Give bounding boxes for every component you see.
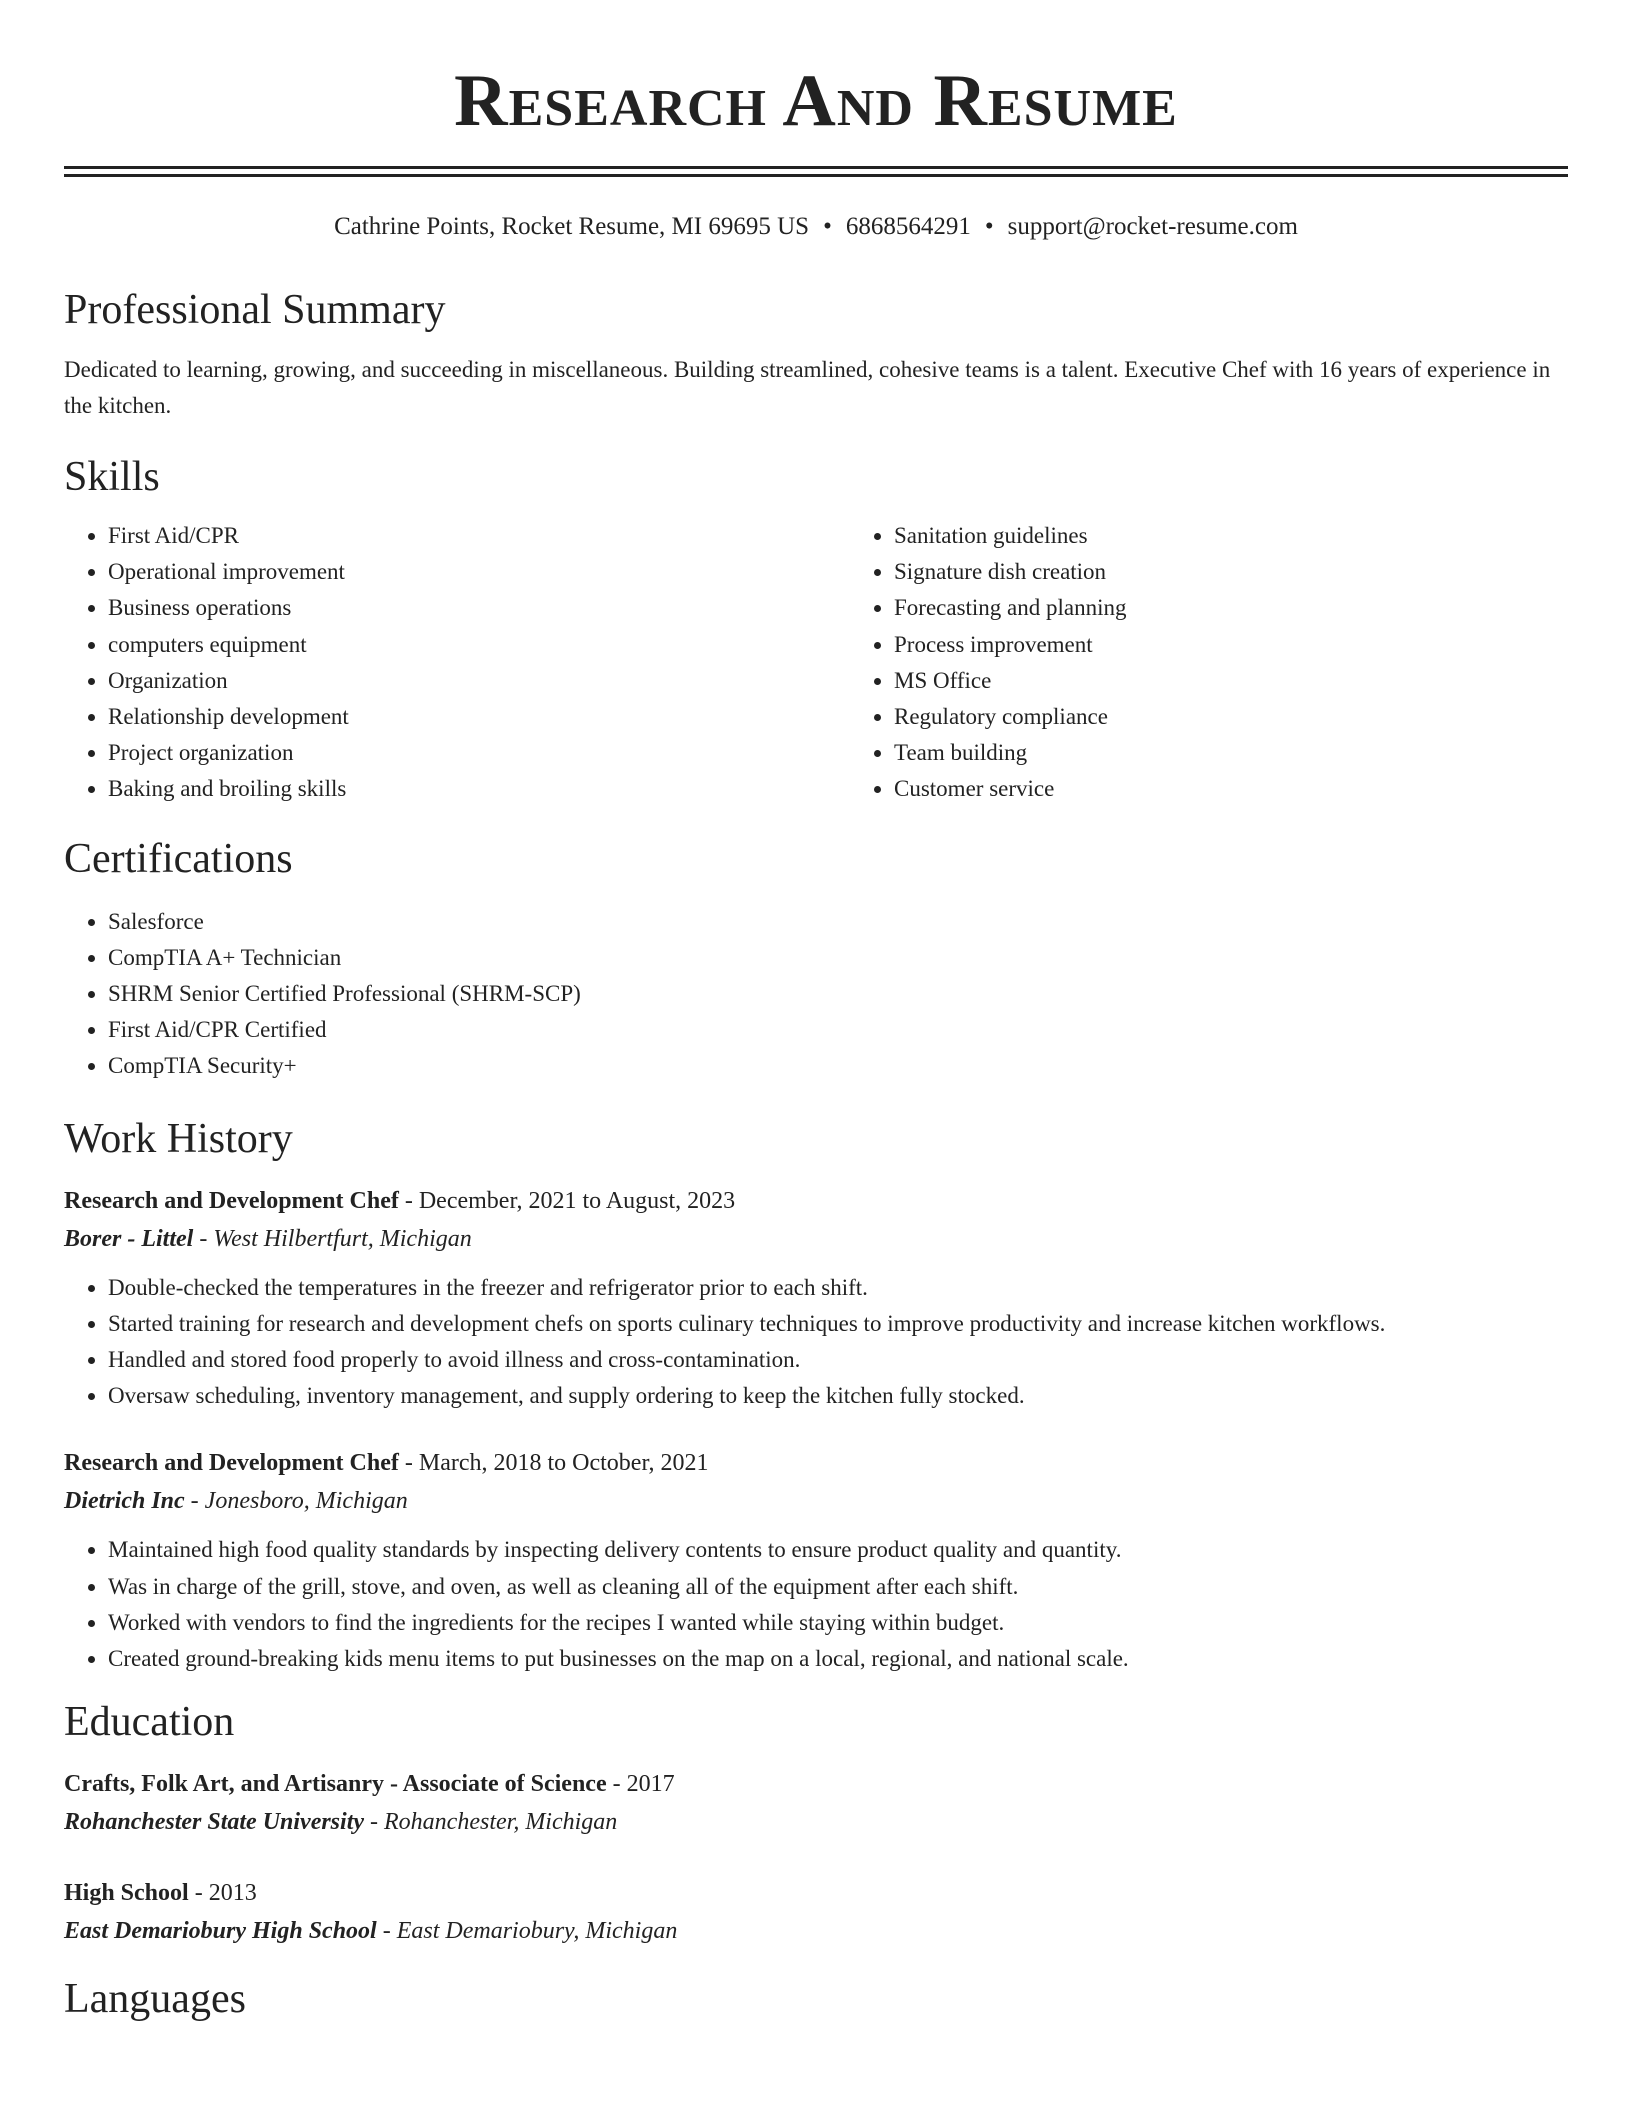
education-degree: Crafts, Folk Art, and Artisanry - Associate of Science: [64, 1771, 607, 1798]
skill-item: • Sanitation guidelines: [894, 518, 1632, 554]
certification-item: • Salesforce: [108, 904, 1568, 940]
skill-item: • First Aid/CPR: [108, 518, 850, 554]
skills-heading: Skills: [64, 454, 160, 500]
skill-item: • Operational improvement: [108, 554, 850, 590]
education-entry: [64, 1874, 1568, 1950]
job-employer: [64, 1482, 1568, 1520]
work-history-section: [64, 1114, 1568, 1678]
skill-item: • Customer service: [894, 771, 1632, 807]
languages-section: [64, 1974, 1568, 2024]
certification-item: • First Aid/CPR Certified: [108, 1012, 1568, 1048]
summary-text: Dedicated to learning, growing, and succeeding in miscellaneous. Building streamlined, cohesive teams is a talent. Executive Chef with 16 years of experience in the kitchen.: [64, 357, 1551, 418]
summary-heading: Professional Summary: [64, 287, 446, 333]
skill-item: • Organization: [108, 663, 850, 699]
skill-item: • MS Office: [894, 663, 1632, 699]
job-header: [64, 1444, 1568, 1482]
education-entry: [64, 1765, 1568, 1841]
education-header: [64, 1765, 1568, 1803]
job-duties-list: [64, 1270, 1568, 1415]
education-section: [64, 1697, 1568, 1950]
skill-item: • Business operations: [108, 590, 850, 626]
job-duties-list: [64, 1532, 1568, 1677]
education-year: - 2017: [606, 1771, 675, 1798]
job-dates: - December, 2021 to August, 2023: [398, 1187, 736, 1214]
education-degree: High School: [64, 1880, 189, 1907]
education-heading: Education: [64, 1699, 235, 1746]
job-company: Dietrich Inc: [64, 1488, 185, 1515]
job-dates: - March, 2018 to October, 2021: [398, 1450, 709, 1477]
skills-grid: [64, 518, 1568, 808]
job-company: Borer - Littel: [64, 1225, 194, 1252]
job-entry: [64, 1182, 1568, 1415]
education-school: Rohanchester State University: [64, 1809, 365, 1836]
job-location: - Jonesboro, Michigan: [184, 1488, 408, 1515]
certifications-section: [64, 834, 1568, 1085]
contact-address: Cathrine Points, Rocket Resume, MI 69695 US: [334, 213, 810, 240]
skill-item: • Regulatory compliance: [894, 699, 1632, 735]
job-entry: [64, 1444, 1568, 1677]
education-location: - Rohanchester, Michigan: [364, 1809, 618, 1836]
work-history-heading: Work History: [64, 1115, 293, 1162]
languages-heading: Languages: [64, 1976, 246, 2023]
job-duty: • Oversaw scheduling, inventory management, and supply ordering to keep the kitchen fully stocked.: [108, 1378, 1568, 1414]
job-employer: [64, 1220, 1568, 1258]
certifications-heading: Certifications: [64, 835, 293, 882]
skill-item: • computers equipment: [108, 627, 850, 663]
resume-title: Research And Resume: [454, 60, 1178, 142]
job-duty: • Maintained high food quality standards by inspecting delivery contents to ensure product quality and quantity.: [108, 1532, 1568, 1568]
certification-item: • CompTIA A+ Technician: [108, 940, 1568, 976]
skills-list-right: [850, 518, 1632, 808]
education-school-line: [64, 1803, 1568, 1841]
skill-item: • Project organization: [108, 735, 850, 771]
skill-item: • Team building: [894, 735, 1632, 771]
contact-email[interactable]: support@rocket-resume.com: [1007, 213, 1298, 240]
education-school: East Demariobury High School: [64, 1918, 377, 1945]
education-header: [64, 1874, 1568, 1912]
education-location: - East Demariobury, Michigan: [376, 1918, 678, 1945]
job-duty: • Was in charge of the grill, stove, and oven, as well as cleaning all of the equipment after each shift.: [108, 1569, 1568, 1605]
skill-item: • Signature dish creation: [894, 554, 1632, 590]
certification-item: • SHRM Senior Certified Professional (SHRM-SCP): [108, 976, 1568, 1012]
certification-item: • CompTIA Security+: [108, 1048, 1568, 1084]
job-duty: • Handled and stored food properly to avoid illness and cross-contamination.: [108, 1342, 1568, 1378]
skill-item: • Process improvement: [894, 627, 1632, 663]
job-duty: • Double-checked the temperatures in the freezer and refrigerator prior to each shift.: [108, 1270, 1568, 1306]
job-duty: • Created ground-breaking kids menu items to put businesses on the map on a local, regional, and national scale.: [108, 1641, 1568, 1677]
contact-separator: •: [984, 213, 994, 240]
education-school-line: [64, 1912, 1568, 1950]
job-duty: • Started training for research and development chefs on sports culinary techniques to improve productivity and increase kitchen workflows.: [108, 1306, 1568, 1342]
job-title: Research and Development Chef: [64, 1450, 399, 1477]
title-double-rule: [64, 166, 1568, 177]
skill-item: • Forecasting and planning: [894, 590, 1632, 626]
skills-list-left: [64, 518, 850, 808]
skill-item: • Relationship development: [108, 699, 850, 735]
job-duty: • Worked with vendors to find the ingredients for the recipes I wanted while staying within budget.: [108, 1605, 1568, 1641]
job-location: - West Hilbertfurt, Michigan: [193, 1225, 472, 1252]
contact-separator: •: [823, 213, 832, 240]
job-title: Research and Development Chef: [64, 1187, 399, 1214]
contact-line: [64, 211, 1568, 243]
education-year: - 2013: [188, 1880, 257, 1907]
contact-phone: 6868564291: [845, 213, 971, 240]
summary-section: [64, 285, 1568, 424]
skills-section: [64, 452, 1568, 808]
certifications-list: [64, 904, 1568, 1085]
skill-item: • Baking and broiling skills: [108, 771, 850, 807]
job-header: [64, 1182, 1568, 1220]
